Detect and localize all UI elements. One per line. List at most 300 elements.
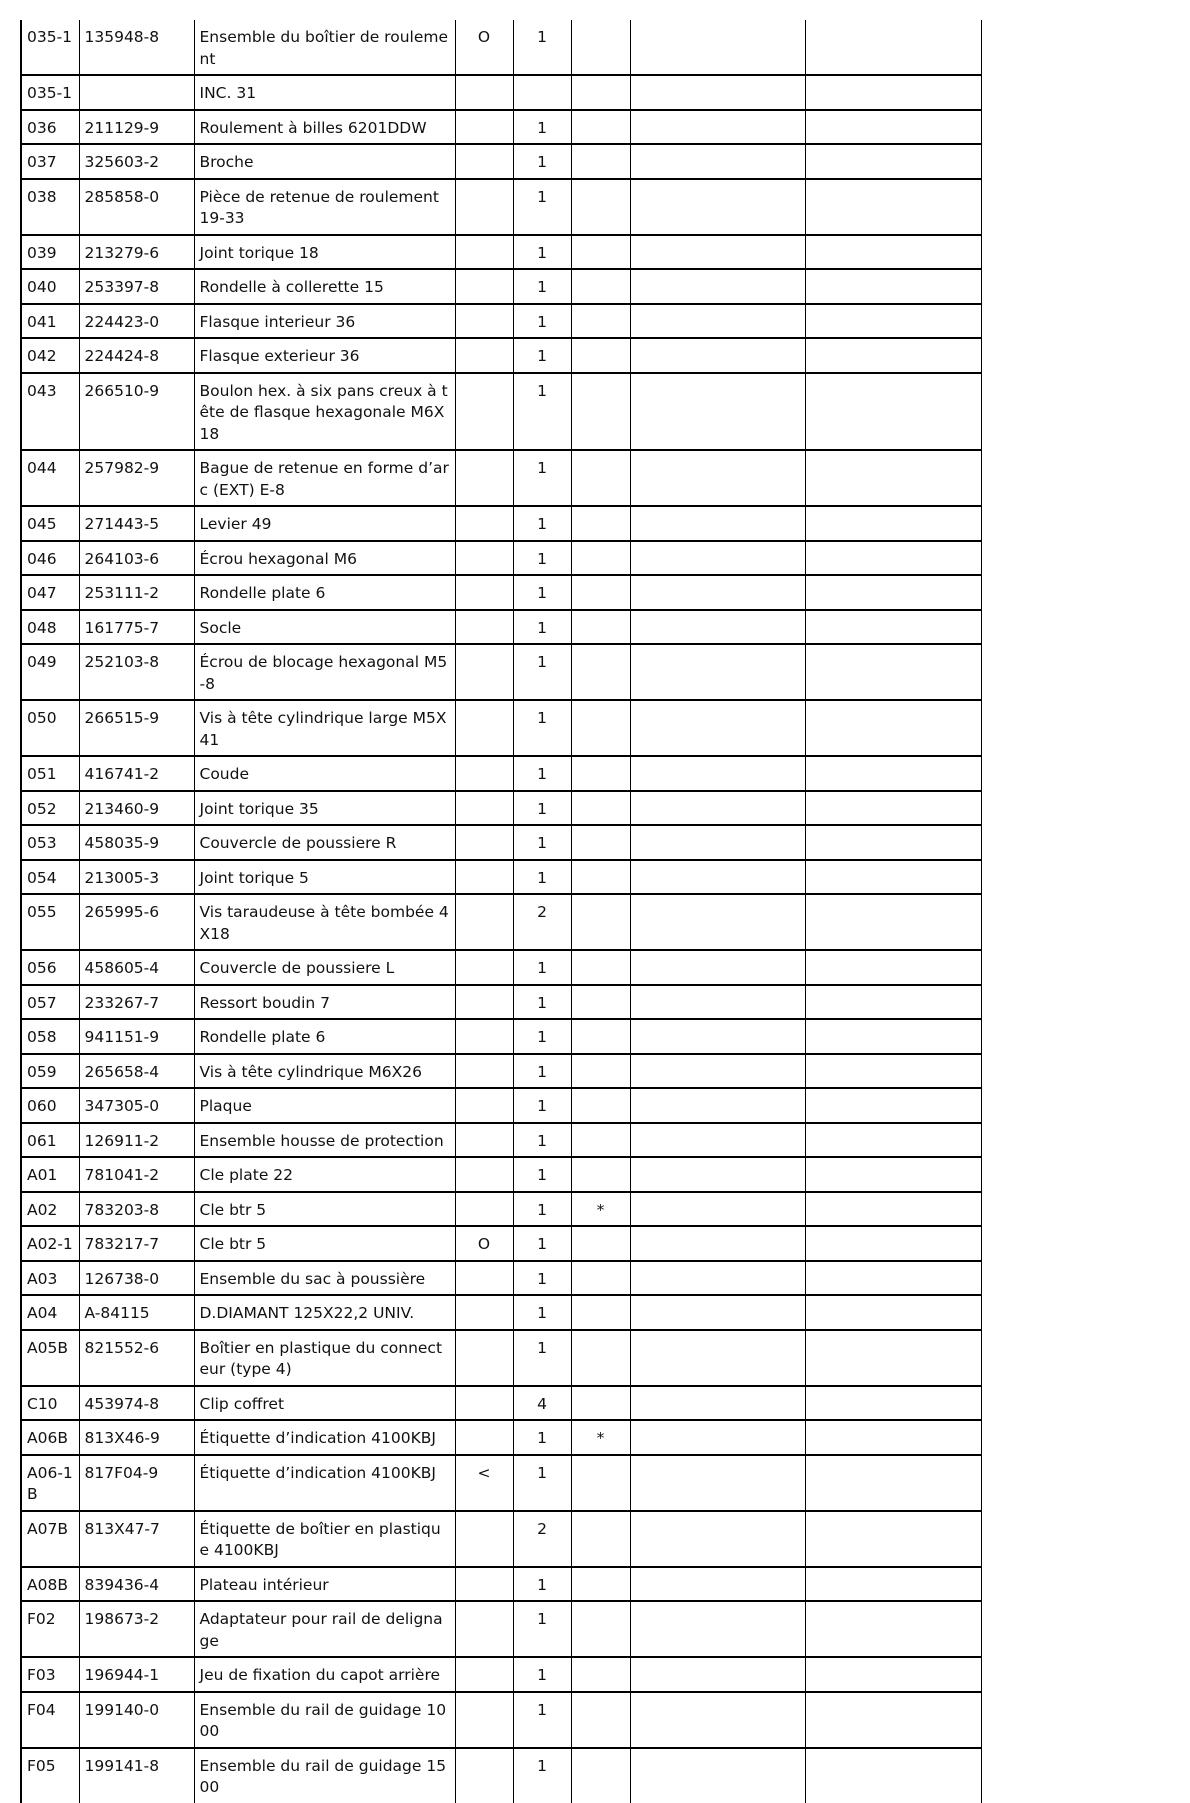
part-number-cell: 257982-9 [79,450,194,506]
empty-cell [630,1295,805,1330]
item-number-cell: 040 [21,269,79,304]
description-cell: Ensemble du boîtier de roulement [194,20,455,75]
empty-cell [805,1601,981,1657]
mark-cell [455,1567,513,1602]
quantity-cell: 1 [513,304,571,339]
part-number-cell: 126738-0 [79,1261,194,1296]
quantity-cell: 4 [513,1386,571,1421]
mark-cell [455,575,513,610]
table-row [21,756,981,791]
quantity-cell: 1 [513,1455,571,1511]
empty-cell [630,860,805,895]
quantity-cell: 1 [513,644,571,700]
part-number-cell: 813X46-9 [79,1420,194,1455]
empty-cell [630,1455,805,1511]
note-cell [571,75,630,110]
empty-cell [805,1019,981,1054]
table-row [21,1567,981,1602]
item-number-cell: F03 [21,1657,79,1692]
empty-cell [805,1054,981,1089]
empty-cell [630,950,805,985]
item-number-cell: 052 [21,791,79,826]
empty-cell [805,1386,981,1421]
quantity-cell: 1 [513,700,571,756]
description-cell: Couvercle de poussiere L [194,950,455,985]
empty-cell [630,1601,805,1657]
note-cell [571,179,630,235]
empty-cell [805,373,981,451]
note-cell [571,506,630,541]
description-cell: Rondelle plate 6 [194,1019,455,1054]
note-cell [571,791,630,826]
item-number-cell: A03 [21,1261,79,1296]
table-row [21,791,981,826]
description-cell: Flasque exterieur 36 [194,338,455,373]
part-number-cell: 126911-2 [79,1123,194,1158]
mark-cell [455,1420,513,1455]
description-cell: Jeu de fixation du capot arrière [194,1657,455,1692]
note-cell [571,1019,630,1054]
quantity-cell: 1 [513,235,571,270]
item-number-cell: 037 [21,144,79,179]
empty-cell [630,1054,805,1089]
item-number-cell: 046 [21,541,79,576]
part-number-cell: 224423-0 [79,304,194,339]
part-number-cell: 252103-8 [79,644,194,700]
description-cell: Ensemble du rail de guidage 1500 [194,1748,455,1803]
empty-cell [630,825,805,860]
quantity-cell: 1 [513,825,571,860]
description-cell: Joint torique 18 [194,235,455,270]
quantity-cell [513,75,571,110]
table-row [21,338,981,373]
item-number-cell: 060 [21,1088,79,1123]
description-cell: Ensemble housse de protection [194,1123,455,1158]
quantity-cell: 1 [513,144,571,179]
empty-cell [630,338,805,373]
note-cell [571,1455,630,1511]
item-number-cell: 044 [21,450,79,506]
part-number-cell: 264103-6 [79,541,194,576]
empty-cell [805,269,981,304]
item-number-cell: A02-1 [21,1226,79,1261]
mark-cell [455,1019,513,1054]
empty-cell [805,1261,981,1296]
empty-cell [805,1511,981,1567]
empty-cell [630,1511,805,1567]
item-number-cell: A02 [21,1192,79,1227]
mark-cell [455,950,513,985]
empty-cell [805,1748,981,1803]
empty-cell [630,110,805,145]
quantity-cell: 1 [513,1261,571,1296]
empty-cell [630,985,805,1020]
quantity-cell: 1 [513,1567,571,1602]
quantity-cell: 1 [513,373,571,451]
part-number-cell: 224424-8 [79,338,194,373]
item-number-cell: A06-1B [21,1455,79,1511]
description-cell: Vis à tête cylindrique large M5X41 [194,700,455,756]
empty-cell [630,1226,805,1261]
part-number-cell: 839436-4 [79,1567,194,1602]
quantity-cell: 1 [513,575,571,610]
mark-cell [455,338,513,373]
description-cell: Rondelle plate 6 [194,575,455,610]
mark-cell [455,985,513,1020]
quantity-cell: 1 [513,1748,571,1803]
empty-cell [805,1692,981,1748]
part-number-cell: 347305-0 [79,1088,194,1123]
table-row [21,75,981,110]
description-cell: Roulement à billes 6201DDW [194,110,455,145]
empty-cell [805,144,981,179]
part-number-cell: 213460-9 [79,791,194,826]
mark-cell [455,610,513,645]
note-cell [571,450,630,506]
note-cell [571,825,630,860]
empty-cell [630,791,805,826]
part-number-cell: 265658-4 [79,1054,194,1089]
quantity-cell: 1 [513,110,571,145]
note-cell [571,373,630,451]
mark-cell [455,825,513,860]
quantity-cell: 1 [513,610,571,645]
part-number-cell: 265995-6 [79,894,194,950]
mark-cell [455,450,513,506]
description-cell: Flasque interieur 36 [194,304,455,339]
description-cell: INC. 31 [194,75,455,110]
note-cell [571,1567,630,1602]
empty-cell [630,1386,805,1421]
quantity-cell: 1 [513,1019,571,1054]
item-number-cell: A01 [21,1157,79,1192]
empty-cell [805,700,981,756]
part-number-cell: 211129-9 [79,110,194,145]
note-cell [571,338,630,373]
item-number-cell: 055 [21,894,79,950]
part-number-cell: 817F04-9 [79,1455,194,1511]
part-number-cell: 453974-8 [79,1386,194,1421]
description-cell: Pièce de retenue de roulement 19-33 [194,179,455,235]
mark-cell: < [455,1455,513,1511]
empty-cell [805,541,981,576]
part-number-cell: 213005-3 [79,860,194,895]
part-number-cell: 253397-8 [79,269,194,304]
table-row [21,1088,981,1123]
empty-cell [630,610,805,645]
empty-cell [805,75,981,110]
mark-cell [455,110,513,145]
part-number-cell: 253111-2 [79,575,194,610]
part-number-cell: 199140-0 [79,1692,194,1748]
note-cell [571,110,630,145]
empty-cell [805,338,981,373]
description-cell: Vis à tête cylindrique M6X26 [194,1054,455,1089]
empty-cell [805,235,981,270]
table-row [21,1019,981,1054]
note-cell [571,1692,630,1748]
empty-cell [805,1226,981,1261]
empty-cell [630,144,805,179]
part-number-cell: 285858-0 [79,179,194,235]
quantity-cell: 1 [513,950,571,985]
part-number-cell: 199141-8 [79,1748,194,1803]
item-number-cell: 035-1 [21,20,79,75]
quantity-cell: 1 [513,1088,571,1123]
empty-cell [805,610,981,645]
part-number-cell: 458035-9 [79,825,194,860]
mark-cell [455,1386,513,1421]
mark-cell [455,1601,513,1657]
item-number-cell: 042 [21,338,79,373]
quantity-cell: 1 [513,1657,571,1692]
empty-cell [630,1657,805,1692]
quantity-cell: 1 [513,756,571,791]
mark-cell [455,506,513,541]
item-number-cell: A06B [21,1420,79,1455]
item-number-cell: 053 [21,825,79,860]
part-number-cell: 196944-1 [79,1657,194,1692]
quantity-cell: 1 [513,1601,571,1657]
quantity-cell: 1 [513,1054,571,1089]
table-row [21,1511,981,1567]
description-cell: Adaptateur pour rail de delignage [194,1601,455,1657]
item-number-cell: 039 [21,235,79,270]
table-row [21,825,981,860]
quantity-cell: 1 [513,860,571,895]
mark-cell [455,756,513,791]
part-number-cell: 821552-6 [79,1330,194,1386]
part-number-cell: 135948-8 [79,20,194,75]
empty-cell [805,894,981,950]
part-number-cell: 783217-7 [79,1226,194,1261]
part-number-cell: 458605-4 [79,950,194,985]
part-number-cell: 213279-6 [79,235,194,270]
empty-cell [805,791,981,826]
table-row [21,373,981,451]
part-number-cell: 198673-2 [79,1601,194,1657]
part-number-cell: 161775-7 [79,610,194,645]
empty-cell [805,1157,981,1192]
quantity-cell: 1 [513,20,571,75]
empty-cell [805,985,981,1020]
table-row [21,541,981,576]
mark-cell [455,860,513,895]
quantity-cell: 1 [513,791,571,826]
quantity-cell: 2 [513,894,571,950]
empty-cell [630,575,805,610]
table-row [21,1692,981,1748]
mark-cell [455,541,513,576]
mark-cell [455,1192,513,1227]
table-row [21,860,981,895]
empty-cell [630,1330,805,1386]
empty-cell [805,20,981,75]
mark-cell [455,304,513,339]
mark-cell [455,1511,513,1567]
table-row [21,1601,981,1657]
description-cell: Étiquette d’indication 4100KBJ [194,1420,455,1455]
part-number-cell: 783203-8 [79,1192,194,1227]
description-cell: Bague de retenue en forme d’arc (EXT) E-8 [194,450,455,506]
item-number-cell: 038 [21,179,79,235]
description-cell: Plaque [194,1088,455,1123]
empty-cell [630,1123,805,1158]
parts-list-page [20,20,982,1803]
empty-cell [805,825,981,860]
empty-cell [805,1455,981,1511]
part-number-cell: 416741-2 [79,756,194,791]
description-cell: Levier 49 [194,506,455,541]
item-number-cell: 048 [21,610,79,645]
item-number-cell: 056 [21,950,79,985]
part-number-cell: 266510-9 [79,373,194,451]
note-cell [571,1657,630,1692]
description-cell: Vis taraudeuse à tête bombée 4X18 [194,894,455,950]
quantity-cell: 1 [513,985,571,1020]
description-cell: Étiquette de boîtier en plastique 4100KBJ [194,1511,455,1567]
empty-cell [630,1692,805,1748]
item-number-cell: 047 [21,575,79,610]
item-number-cell: 051 [21,756,79,791]
note-cell [571,950,630,985]
table-row [21,110,981,145]
table-row [21,1123,981,1158]
description-cell: Ressort boudin 7 [194,985,455,1020]
empty-cell [805,450,981,506]
empty-cell [805,1420,981,1455]
table-row [21,1295,981,1330]
table-row [21,1330,981,1386]
description-cell: Boîtier en plastique du connecteur (type 4) [194,1330,455,1386]
quantity-cell: 1 [513,1157,571,1192]
mark-cell [455,1330,513,1386]
mark-cell [455,179,513,235]
quantity-cell: 1 [513,1226,571,1261]
empty-cell [805,506,981,541]
empty-cell [630,179,805,235]
note-cell [571,610,630,645]
item-number-cell: 041 [21,304,79,339]
empty-cell [630,894,805,950]
empty-cell [630,20,805,75]
quantity-cell: 1 [513,450,571,506]
empty-cell [805,575,981,610]
description-cell: Ensemble du sac à poussière [194,1261,455,1296]
item-number-cell: C10 [21,1386,79,1421]
empty-cell [805,950,981,985]
quantity-cell: 1 [513,1192,571,1227]
mark-cell [455,269,513,304]
item-number-cell: A05B [21,1330,79,1386]
empty-cell [805,1567,981,1602]
table-row [21,644,981,700]
part-number-cell: 325603-2 [79,144,194,179]
description-cell: Socle [194,610,455,645]
parts-table [20,20,982,1803]
quantity-cell: 1 [513,1420,571,1455]
note-cell [571,1601,630,1657]
table-row [21,304,981,339]
mark-cell [455,1692,513,1748]
table-row [21,179,981,235]
empty-cell [630,644,805,700]
description-cell: Clip coffret [194,1386,455,1421]
description-cell: Cle btr 5 [194,1226,455,1261]
table-row [21,450,981,506]
part-number-cell: 266515-9 [79,700,194,756]
table-row [21,894,981,950]
mark-cell [455,235,513,270]
item-number-cell: 049 [21,644,79,700]
part-number-cell: 813X47-7 [79,1511,194,1567]
item-number-cell: A07B [21,1511,79,1567]
note-cell [571,985,630,1020]
item-number-cell: 058 [21,1019,79,1054]
table-row [21,144,981,179]
note-cell [571,269,630,304]
description-cell: Broche [194,144,455,179]
item-number-cell: 035-1 [21,75,79,110]
empty-cell [630,541,805,576]
note-cell [571,894,630,950]
note-cell [571,144,630,179]
table-row [21,269,981,304]
empty-cell [805,304,981,339]
empty-cell [630,1567,805,1602]
mark-cell [455,1088,513,1123]
table-row [21,1657,981,1692]
part-number-cell: 233267-7 [79,985,194,1020]
empty-cell [630,1748,805,1803]
table-row [21,1054,981,1089]
empty-cell [630,756,805,791]
item-number-cell: F02 [21,1601,79,1657]
table-row [21,700,981,756]
note-cell [571,860,630,895]
table-row [21,1157,981,1192]
quantity-cell: 1 [513,1295,571,1330]
table-row [21,1261,981,1296]
table-row [21,1226,981,1261]
quantity-cell: 1 [513,1123,571,1158]
part-number-cell: 781041-2 [79,1157,194,1192]
part-number-cell: 941151-9 [79,1019,194,1054]
description-cell: Écrou hexagonal M6 [194,541,455,576]
note-cell [571,20,630,75]
mark-cell [455,1123,513,1158]
mark-cell [455,894,513,950]
empty-cell [630,1261,805,1296]
table-row [21,950,981,985]
note-cell: * [571,1192,630,1227]
item-number-cell: 043 [21,373,79,451]
quantity-cell: 1 [513,1330,571,1386]
note-cell [571,235,630,270]
table-row [21,575,981,610]
note-cell [571,1226,630,1261]
parts-table-body [21,20,981,1803]
table-row [21,506,981,541]
quantity-cell: 1 [513,506,571,541]
table-row [21,1748,981,1803]
empty-cell [805,1088,981,1123]
mark-cell [455,1748,513,1803]
description-cell: Étiquette d’indication 4100KBJ [194,1455,455,1511]
item-number-cell: 045 [21,506,79,541]
mark-cell [455,144,513,179]
note-cell [571,700,630,756]
